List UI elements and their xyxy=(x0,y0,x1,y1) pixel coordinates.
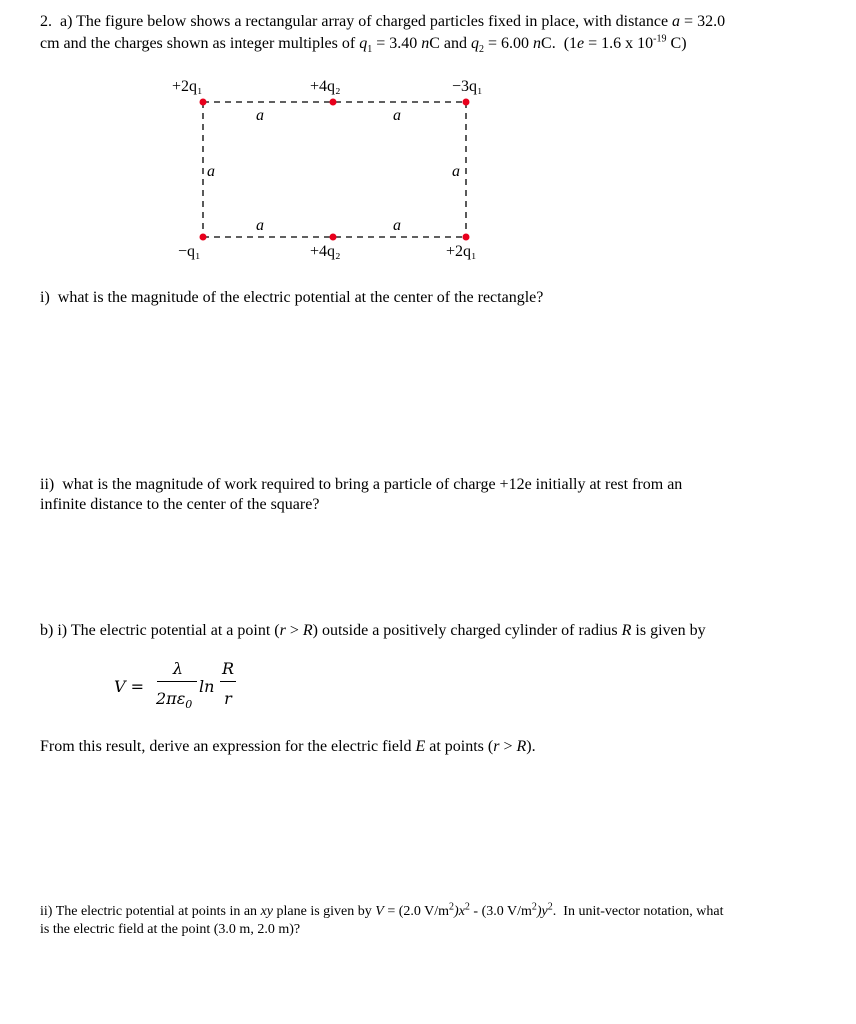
eq-ln: ln xyxy=(199,677,215,696)
a-value: = 32.0 xyxy=(680,13,726,30)
unit-c: C and xyxy=(429,35,471,52)
question-a-ii-line-1: ii) what is the magnitude of work required to bring a particle of charge +12e initially at rest from an xyxy=(40,476,683,493)
question-b-i xyxy=(40,621,706,640)
eq-R: R xyxy=(221,659,235,678)
eq-den-text: 2πε xyxy=(156,689,186,708)
b-i-gt: > xyxy=(285,622,303,639)
q2-value: = 6.00 xyxy=(484,35,534,52)
b-ii-sq-3: 2 xyxy=(531,901,537,913)
charge-rectangle-figure xyxy=(0,0,856,280)
question-b-ii-line-2: is the electric field at the point (3.0 m, 2.0 m)? xyxy=(40,922,301,937)
derive-r: r xyxy=(493,738,500,755)
question-b-ii-line-1 xyxy=(40,903,723,920)
b-i-text-2: ) outside a positively charged cylinder of radius xyxy=(312,622,622,639)
charge-bottom-mid xyxy=(330,234,337,241)
a-label-top-left: a xyxy=(256,107,264,124)
question-a-ii-line-2: infinite distance to the center of the square? xyxy=(40,496,320,513)
label-top-left: +2q₁ xyxy=(172,78,203,95)
problem-text-2: cm and the charges shown as integer multiples of xyxy=(40,35,360,52)
derive-pre: From this result, derive an expression for the electric field xyxy=(40,738,416,755)
label-top-right: −3q₁ xyxy=(452,78,483,95)
var-a: a xyxy=(672,13,681,30)
derive-mid: at points ( xyxy=(425,738,494,755)
dashed-rectangle xyxy=(203,102,466,237)
charge-bottom-left xyxy=(200,234,207,241)
b-i-text-3: is given by xyxy=(631,622,706,639)
eq-lambda: λ xyxy=(172,659,184,678)
b-ii-mid-1: plane is given by xyxy=(273,904,376,919)
question-a-i: i) what is the magnitude of the electric potential at the center of the rectangle? xyxy=(40,289,544,306)
b-i-text: b) i) The electric potential at a point ( xyxy=(40,622,280,639)
a-label-top-right: a xyxy=(393,107,401,124)
derive-E: E xyxy=(415,738,426,755)
b-ii-sq-4: 2 xyxy=(547,901,553,913)
derive-gt: > xyxy=(499,738,517,755)
label-top-mid: +4q₂ xyxy=(310,78,341,95)
b-ii-y: )y xyxy=(536,904,548,919)
eq-denominator xyxy=(156,689,193,712)
eq-ratio-bar xyxy=(220,681,236,682)
a-label-bottom-right: a xyxy=(393,217,401,234)
b-i-r: r xyxy=(279,622,286,639)
b-ii-mid-3: - (3.0 V/m xyxy=(469,904,532,919)
e-unit: C) xyxy=(666,35,687,52)
q1-value: = 3.40 xyxy=(372,35,422,52)
b-ii-end: . In unit-vector notation, what xyxy=(552,904,724,919)
a-label-bottom-left: a xyxy=(256,217,264,234)
charge-top-mid xyxy=(330,99,337,106)
derive-end: ). xyxy=(526,738,536,755)
eq-fraction-bar xyxy=(157,681,197,682)
var-q1: q xyxy=(359,35,368,52)
unit-n-2: n xyxy=(533,35,542,52)
sub-2: 2 xyxy=(479,44,484,56)
charge-top-right xyxy=(463,99,470,106)
unit-n: n xyxy=(421,35,430,52)
a-label-right: a xyxy=(452,163,460,180)
problem-text: 2. a) The figure below shows a rectangular array of charged particles fixed in place, with distance xyxy=(40,13,673,30)
b-ii-V: V xyxy=(375,904,384,919)
unit-c-2: C. (1 xyxy=(541,35,578,52)
derive-text xyxy=(40,737,536,756)
b-ii-sq-2: 2 xyxy=(464,901,470,913)
label-bottom-left: −q₁ xyxy=(178,243,201,260)
b-ii-sq-1: 2 xyxy=(449,901,455,913)
label-bottom-right: +2q₁ xyxy=(446,243,477,260)
b-ii-mid-2: = (2.0 V/m xyxy=(383,904,450,919)
var-e: e xyxy=(577,35,585,52)
e-value: = 1.6 x 10 xyxy=(584,35,654,52)
var-q2: q xyxy=(471,35,479,52)
eq-r: r xyxy=(224,689,232,708)
b-ii-xy: xy xyxy=(260,904,273,919)
b-ii-x: )x xyxy=(454,904,465,919)
e-exponent: -19 xyxy=(653,33,667,45)
eq-den-sub: 0 xyxy=(185,698,193,712)
b-i-R: R xyxy=(302,622,313,639)
derive-R: R xyxy=(516,738,527,755)
sub-1: 1 xyxy=(367,44,373,56)
label-bottom-mid: +4q₂ xyxy=(310,243,341,260)
charge-top-left xyxy=(200,99,207,106)
b-ii-text: ii) The electric potential at points in an xyxy=(40,904,261,919)
charge-bottom-right xyxy=(463,234,470,241)
b-i-R-2: R xyxy=(621,622,632,639)
charges xyxy=(200,99,470,241)
eq-v: V = xyxy=(114,677,145,696)
a-label-left: a xyxy=(207,163,215,180)
